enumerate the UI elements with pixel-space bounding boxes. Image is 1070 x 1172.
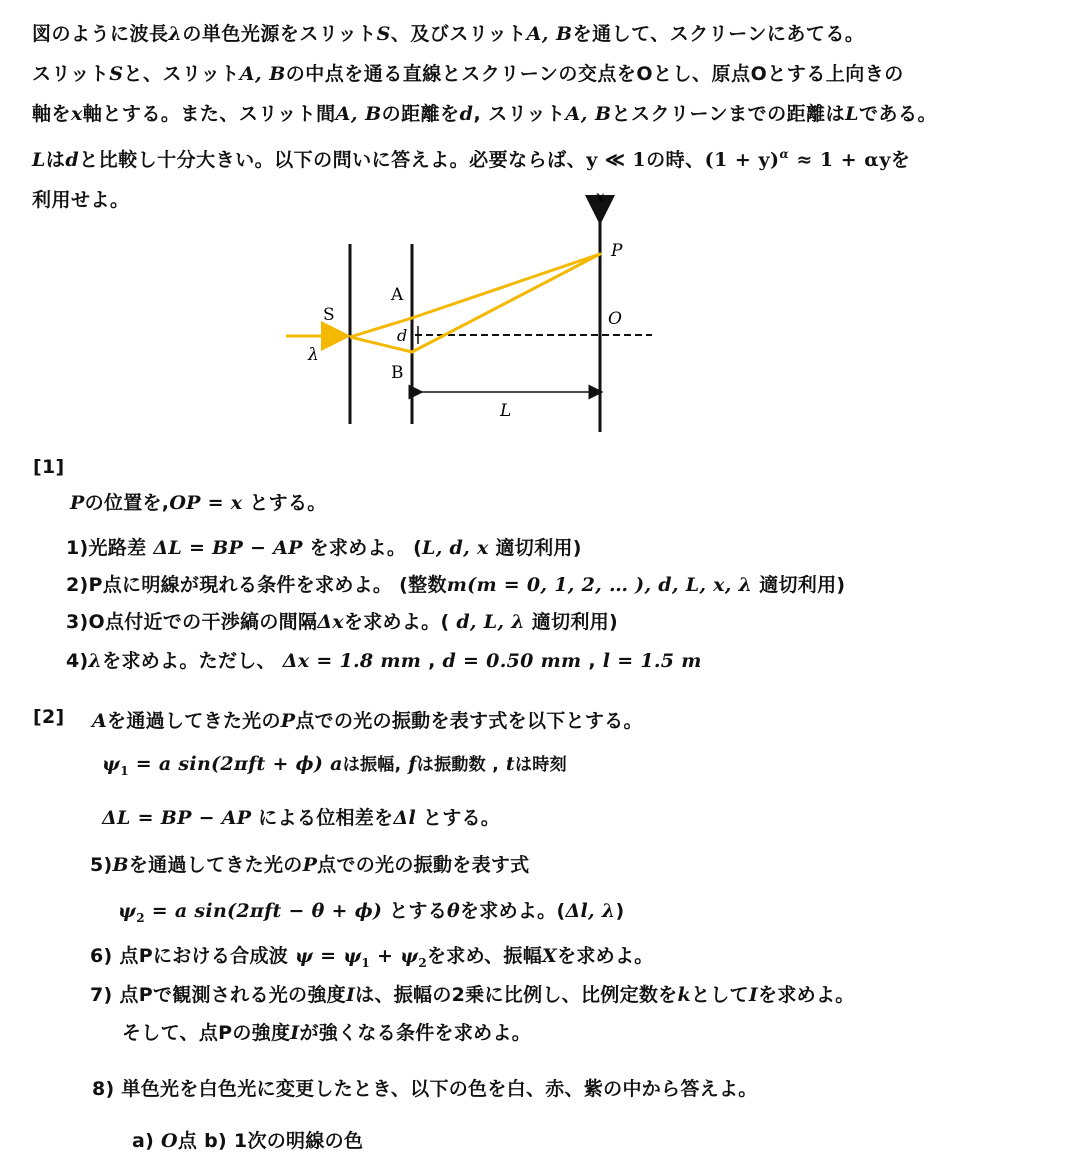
math: L <box>32 149 46 171</box>
text: , <box>588 650 596 672</box>
text: を通して、スクリーンにあてる。 <box>572 23 865 45</box>
text: による位相差を <box>258 807 394 829</box>
math: = a sin(2πft + ϕ) <box>135 753 324 775</box>
text: とし、原点 <box>653 63 751 85</box>
math: l = 1.5 m <box>602 650 702 672</box>
math: I <box>290 1022 300 1044</box>
text: O <box>636 63 654 85</box>
math: 1 <box>361 956 371 970</box>
label-lambda: λ <box>308 345 319 365</box>
label-b: B <box>391 363 404 383</box>
text: 図のように波長 <box>32 23 169 45</box>
math: B <box>112 854 129 876</box>
math: a <box>330 753 343 775</box>
text: は時刻 <box>514 755 567 775</box>
text: の中点を通る直線とスクリーンの交点を <box>285 63 637 85</box>
section-2-header: [2] <box>33 706 65 728</box>
double-slit-diagram <box>0 0 1070 460</box>
math: ΔL = BP − AP <box>153 537 303 559</box>
math: A, B <box>335 103 382 125</box>
math: (1 + y) <box>704 149 780 171</box>
label-x: x <box>595 187 605 206</box>
text: 点 <box>177 1130 198 1152</box>
section-2-intro <box>92 706 643 733</box>
text: を求めよ。 <box>309 537 407 559</box>
math: = a sin(2πft − θ + ϕ) <box>151 900 383 922</box>
text: を通過してきた光の <box>128 854 303 876</box>
text: そして、点Pの強度 <box>122 1022 291 1044</box>
math: d <box>65 149 80 171</box>
math: Δl <box>393 807 416 829</box>
math: d = 0.50 mm <box>442 650 582 672</box>
text: 軸を <box>32 103 72 125</box>
text: は、振幅の2乗に比例し、比例定数を <box>355 984 678 1006</box>
text: 、及びスリット <box>390 23 527 45</box>
math: P <box>280 710 296 732</box>
question-5 <box>90 850 529 877</box>
math: m(m = 0, 1, 2, … ), d, L, x, λ <box>446 574 753 596</box>
text: O <box>750 63 768 85</box>
math: ≈ 1 + αy <box>796 149 891 171</box>
math: x <box>71 103 83 125</box>
math: 2 <box>418 956 427 970</box>
math: Δx <box>317 611 344 633</box>
math: X <box>542 945 558 967</box>
math: OP = x <box>169 492 243 514</box>
section-1-header: [1] <box>33 456 65 478</box>
math: A <box>92 710 108 732</box>
question-7b <box>122 1018 531 1045</box>
math: 1 <box>120 764 129 778</box>
text: a) <box>132 1130 155 1152</box>
text: 1)光路差 <box>66 537 147 559</box>
label-s: S <box>323 305 335 325</box>
text: として <box>690 984 749 1006</box>
text: 軸とする。また、スリット間 <box>82 103 336 125</box>
math: λ <box>88 650 103 672</box>
psi1-equation <box>102 750 567 778</box>
text: が強くなる条件を求めよ。 <box>299 1022 532 1044</box>
text: の位置を, <box>84 492 170 514</box>
text: とする <box>389 900 447 922</box>
text: を求め、振幅 <box>426 945 543 967</box>
text: の時、 <box>646 149 705 171</box>
math: ψ <box>118 900 137 922</box>
text: 8) 単色光を白色光に変更したとき、以下の色を白、赤、紫の中から答えよ。 <box>92 1078 758 1100</box>
text: 7) 点Pで観測される光の強度 <box>90 984 346 1006</box>
math: 2 <box>136 911 145 925</box>
text: , <box>428 650 436 672</box>
text: , スリット <box>473 103 566 125</box>
math: I <box>748 984 759 1006</box>
math: Δl, λ <box>565 900 616 922</box>
math: A, B <box>526 23 573 45</box>
math: A, B <box>239 63 286 85</box>
text: の単色光源をスリット <box>182 23 377 45</box>
math: d, L, λ <box>456 611 525 633</box>
text: を求めよ。ただし、 <box>102 650 276 672</box>
text: ( <box>413 537 423 559</box>
math: L <box>845 103 860 125</box>
text: と比較し十分大きい。以下の問いに答えよ。必要ならば、 <box>79 149 587 171</box>
question-7 <box>90 980 855 1007</box>
label-a: A <box>391 285 404 305</box>
label-d: d <box>397 326 408 345</box>
math: k <box>677 984 691 1006</box>
math: ΔL = BP − AP <box>102 807 252 829</box>
light-paths <box>350 254 600 352</box>
label-p: P <box>611 241 623 261</box>
text: 点での光の振動を表す式 <box>317 854 530 876</box>
text: b) 1次の明線の色 <box>204 1130 364 1152</box>
math: L, d, x <box>422 537 489 559</box>
math: A, B <box>565 103 612 125</box>
text: 4) <box>66 650 89 672</box>
text: とする。 <box>249 492 327 514</box>
math: O <box>161 1130 178 1152</box>
text: ) <box>615 900 625 922</box>
question-6 <box>90 941 654 970</box>
math: S <box>109 63 124 85</box>
text: を <box>890 149 911 171</box>
text: (整数 <box>399 574 447 596</box>
math: P <box>70 492 85 514</box>
math: Δx = 1.8 mm <box>282 650 422 672</box>
text: を求めよ。 <box>557 945 654 967</box>
question-2 <box>66 570 845 597</box>
text: 6) 点Pにおける合成波 <box>90 945 289 967</box>
text: とスクリーンまでの距離は <box>611 103 846 125</box>
math: P <box>302 854 318 876</box>
text: は振動数 , <box>416 755 499 775</box>
text: 5) <box>90 854 113 876</box>
text: 適切利用) <box>531 611 618 633</box>
section-1-given <box>70 488 327 515</box>
text: を求めよ。 <box>758 984 855 1006</box>
text: 3)O点付近での干渉縞の間隔 <box>66 611 318 633</box>
math: y ≪ 1 <box>586 149 647 171</box>
text: スリット <box>32 63 110 85</box>
text: の距離を <box>381 103 460 125</box>
text: を通過してきた光の <box>107 710 281 732</box>
text: である。 <box>859 103 938 125</box>
math: λ <box>168 23 183 45</box>
label-o: O <box>608 309 622 329</box>
math: t <box>505 753 515 775</box>
question-8 <box>92 1074 758 1101</box>
label-l: L <box>500 401 512 421</box>
text: とする。 <box>422 807 501 829</box>
math: θ <box>447 900 460 922</box>
math: + ψ <box>376 945 419 967</box>
text: と、スリット <box>123 63 240 85</box>
question-8-parts <box>132 1126 363 1153</box>
math: ψ <box>102 753 121 775</box>
phase-difference <box>102 803 500 830</box>
text: とする上向きの <box>767 63 904 85</box>
text: を求めよ。( <box>343 611 450 633</box>
math: I <box>345 984 356 1006</box>
question-3 <box>66 607 618 634</box>
math: f <box>408 753 417 775</box>
math: α <box>779 147 790 161</box>
text: 2)P点に明線が現れる条件を求めよ。 <box>66 574 393 596</box>
math: d <box>459 103 474 125</box>
question-1 <box>66 533 582 560</box>
text: 点での光の振動を表す式を以下とする。 <box>295 710 643 732</box>
math: ψ = ψ <box>294 945 362 967</box>
text: を求めよ。( <box>459 900 566 922</box>
math: S <box>376 23 391 45</box>
question-4 <box>66 646 702 673</box>
text: は振幅, <box>342 755 402 775</box>
text: は <box>45 149 66 171</box>
psi2-equation <box>118 896 624 925</box>
text: 適切利用) <box>495 537 582 559</box>
text: 適切利用) <box>759 574 846 596</box>
text: 利用せよ。 <box>32 189 130 211</box>
